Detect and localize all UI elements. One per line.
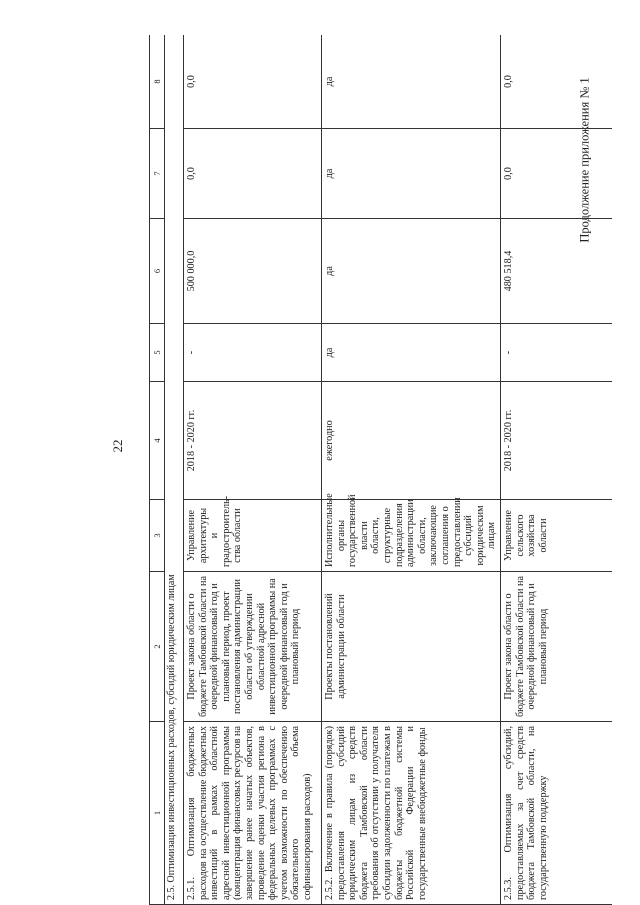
section-title: 2.5. Оптимизация инвестиционных расходов, субсидий юридическим лицам [165, 35, 184, 905]
document-cell: Проект закона области о бюджете Тамбовской области на очередной финансовый год и плановый период [500, 572, 612, 722]
page-number: 22 [110, 439, 125, 453]
measures-table [149, 35, 612, 905]
rotated-table [149, 35, 612, 905]
col-number-5: 5 [150, 324, 165, 382]
value-cell-6: 500 000,0 [184, 219, 322, 324]
value-cell-8: да [322, 35, 501, 129]
table-row [500, 35, 612, 905]
period-cell: 2018 - 2020 гг. [500, 382, 612, 500]
period-cell: ежегодно [322, 382, 501, 500]
value-cell-8: 0,0 [184, 35, 322, 129]
value-cell-7: 0,0 [500, 129, 612, 219]
value-cell-7: да [322, 129, 501, 219]
value-cell-5: - [500, 324, 612, 382]
responsible-cell: Управление сельского хозяйства области [500, 500, 612, 572]
table-row [184, 35, 322, 905]
col-number-7: 7 [150, 129, 165, 219]
value-cell-7: 0,0 [184, 129, 322, 219]
period-cell: 2018 - 2020 гг. [184, 382, 322, 500]
rotated-table-wrap [149, 35, 612, 905]
table-row [322, 35, 501, 905]
measure-cell: 2.5.1. Оптимизация бюджетных расходов на осуществление бюджетных инвестиций в рамках областной адресной инвестиционной программы (концентрация финансовых ресурсов на завершение ранее начатых объектов, проведение оценки участия региона в федеральных целевых программах с учетом возможности по обеспечению обязательного объема софинансирования расходов) [184, 722, 322, 905]
col-number-2: 2 [150, 572, 165, 722]
document-cell: Проекты постановлений администрации области [322, 572, 501, 722]
value-cell-6: 480 518,4 [500, 219, 612, 324]
responsible-cell: Исполнительные органы государственной власти области, структурные подразделения администрации области, заключающие соглашения о предоставлении субсидий юридическим лицам [322, 500, 501, 572]
column-number-row [150, 35, 165, 905]
responsible-cell: Управление архитектуры и градостроитель-ства области [184, 500, 322, 572]
col-number-4: 4 [150, 382, 165, 500]
value-cell-6: да [322, 219, 501, 324]
col-number-1: 1 [150, 722, 165, 905]
value-cell-8: 0,0 [500, 35, 612, 129]
measure-cell: 2.5.2. Включение в правила (порядок) предоставления субсидий юридическим лицам из средств бюджета Тамбовской области требования об отсутствии у получателя субсидии задолженности по платежам в бюджеты бюджетной системы Российской Федерации и государственные внебюджетные фонды [322, 722, 501, 905]
appendix-continuation-note: Продолжение приложения № 1 [577, 77, 592, 243]
col-number-8: 8 [150, 35, 165, 129]
value-cell-5: да [322, 324, 501, 382]
col-number-3: 3 [150, 500, 165, 572]
measure-cell: 2.5.3. Оптимизация субсидий, предоставляемых за счет средств бюджета Тамбовской области, на государственную поддержку [500, 722, 612, 905]
section-row [165, 35, 184, 905]
document-cell: Проект закона области о бюджете Тамбовской области на очередной финансовый год и плановый период, проект постановления администрации области об утверждении областной адресной инвестиционной программы на очередной финансовый год и плановый период [184, 572, 322, 722]
col-number-6: 6 [150, 219, 165, 324]
value-cell-5: - [184, 324, 322, 382]
